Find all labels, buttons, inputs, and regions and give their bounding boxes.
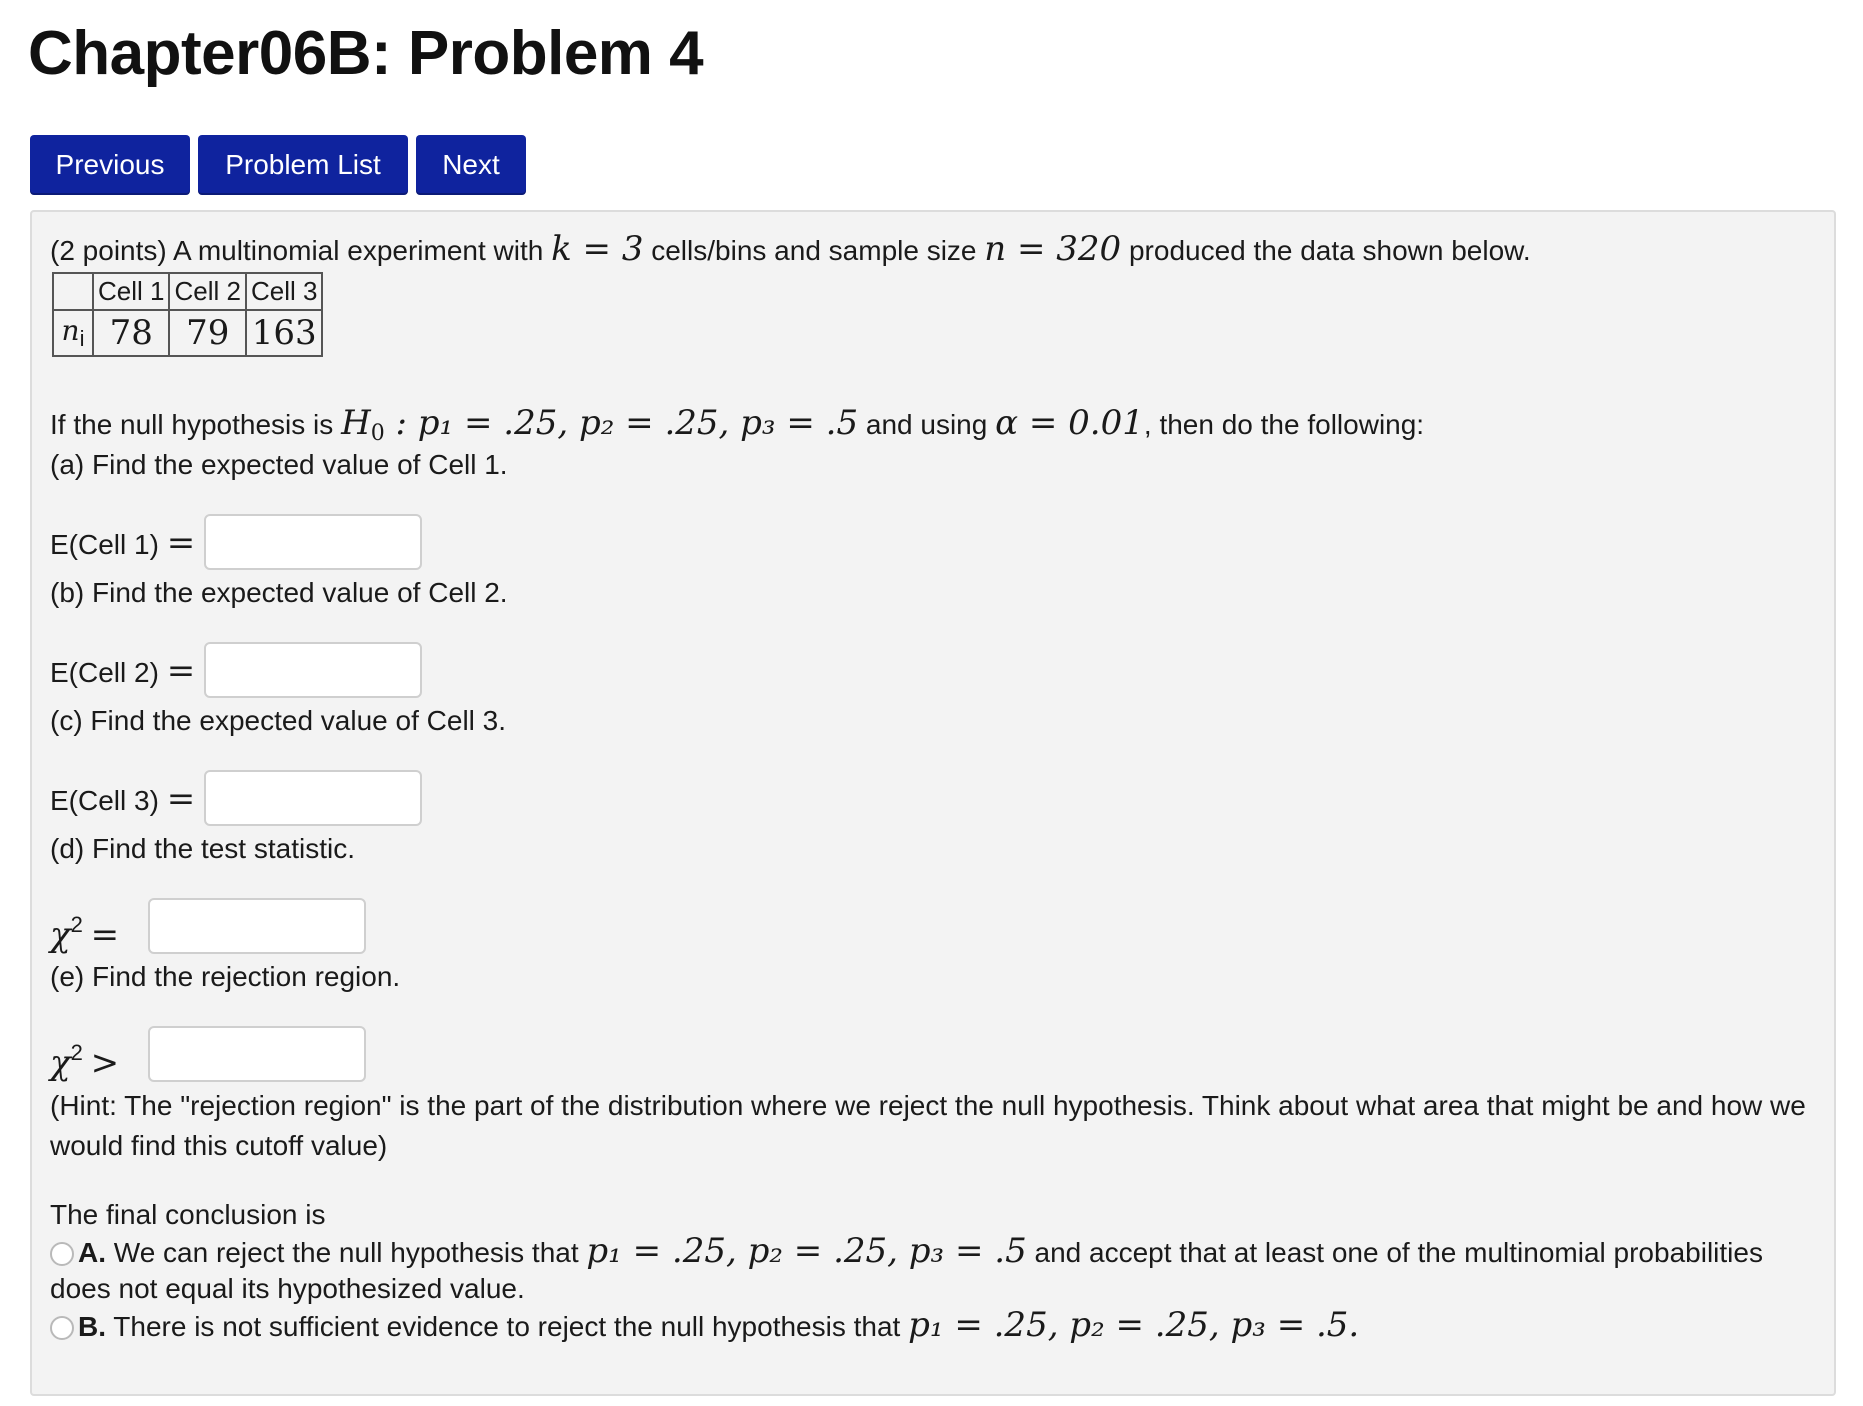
table-row <box>53 310 322 356</box>
part-a-text: (a) Find the expected value of Cell 1. <box>50 449 508 480</box>
data-table <box>52 272 323 357</box>
table-cell: 78 <box>93 310 169 356</box>
table-cell: 163 <box>246 310 322 356</box>
n-formula: n = 320 <box>984 229 1122 269</box>
option-b: B. There is not sufficient evidence to reject the null hypothesis that p₁ = .25, p₂ = .25, p₃ = .5. <box>50 1306 1359 1346</box>
hypothesis-formula: $H_0$ : p₁ = .25, p₂ = .25, p₃ = .5 <box>341 403 859 446</box>
answer-input-cell-3[interactable] <box>204 770 422 826</box>
hint-text: (Hint: The "rejection region" is the part of the distribution where we reject the null hypothesis. Think about what area that might be and how we would find this cutoff value) <box>50 1090 1806 1161</box>
label-test-statistic: $\chi^2$ = <box>50 912 120 955</box>
label-e-cell-2: E(Cell 2) = <box>50 651 196 691</box>
part-d-text: (d) Find the test statistic. <box>50 833 355 864</box>
part-e-text: (e) Find the rejection region. <box>50 961 401 992</box>
test-statistic-input[interactable] <box>148 898 366 954</box>
option-a-formula: p₁ = .25, p₂ = .25, p₃ = .5 <box>586 1231 1027 1271</box>
problem-list-button[interactable]: Problem List <box>198 135 408 195</box>
part-c-text: (c) Find the expected value of Cell 3. <box>50 705 507 736</box>
page-title: Chapter06B: Problem 4 <box>28 19 704 88</box>
answer-input-cell-2[interactable] <box>204 642 422 698</box>
table-cell: 79 <box>169 310 245 356</box>
next-button[interactable]: Next <box>416 135 526 195</box>
table-header-row <box>53 273 322 310</box>
table-header: Cell 1 <box>93 273 169 310</box>
problem-intro: (2 points) A multinomial experiment with k = 3 cells/bins and sample size n = 320 produced the data shown below. <box>50 229 1531 269</box>
null-hypothesis-text: If the null hypothesis is $H_0$ : p₁ = .25, p₂ = .25, p₃ = .5 and using α = 0.01, then do the following: <box>50 403 1425 446</box>
problem-panel <box>30 210 1836 1396</box>
option-a-radio[interactable] <box>50 1242 74 1266</box>
previous-button[interactable]: Previous <box>30 135 190 195</box>
table-corner <box>53 273 93 310</box>
conclusion-label: The final conclusion is <box>50 1199 326 1230</box>
label-e-cell-1: E(Cell 1) = <box>50 523 196 563</box>
option-b-radio[interactable] <box>50 1316 74 1340</box>
option-a: A. We can reject the null hypothesis that p₁ = .25, p₂ = .25, p₃ = .5 and accept that at least one of the multinomial probabilities <box>50 1232 1763 1272</box>
option-a-continuation: does not equal its hypothesized value. <box>50 1273 525 1304</box>
table-header: Cell 2 <box>169 273 245 310</box>
answer-input-cell-1[interactable] <box>204 514 422 570</box>
label-e-cell-3: E(Cell 3) = <box>50 779 196 819</box>
row-label: $n_i$ <box>53 310 93 356</box>
problem-nav <box>30 135 526 195</box>
option-b-formula: p₁ = .25, p₂ = .25, p₃ = .5. <box>908 1305 1360 1345</box>
alpha-formula: α = 0.01 <box>995 403 1144 443</box>
table-header: Cell 3 <box>246 273 322 310</box>
rejection-region-input[interactable] <box>148 1026 366 1082</box>
label-rejection-region: $\chi^2$ > <box>50 1040 120 1083</box>
part-b-text: (b) Find the expected value of Cell 2. <box>50 577 508 608</box>
k-formula: k = 3 <box>551 229 644 269</box>
